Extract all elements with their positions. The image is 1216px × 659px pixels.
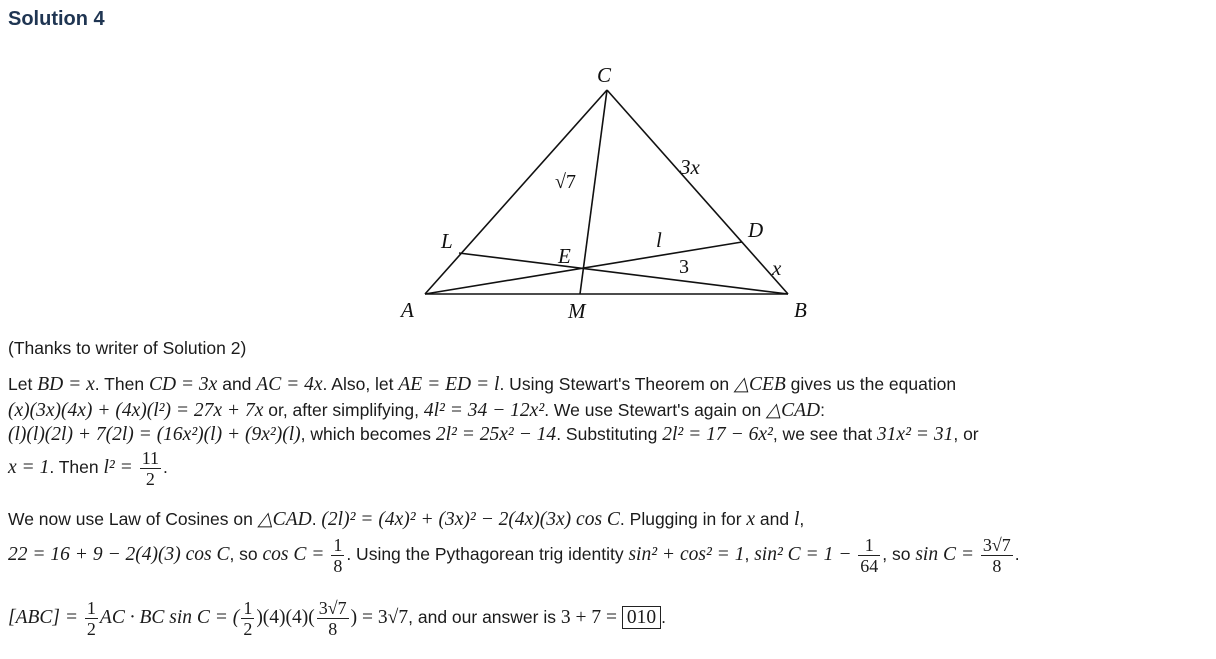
vertex-a-label: A bbox=[401, 298, 414, 322]
fraction-one-sixtyfourth: $\frac{1}{64}$ bbox=[860, 535, 879, 576]
vertex-d-label: D bbox=[748, 218, 764, 242]
vertex-c-label: C bbox=[597, 63, 612, 87]
vertex-e-label: E bbox=[558, 244, 571, 268]
segment-eb-label: 3 bbox=[679, 256, 689, 278]
solution-line-1: Let BD = x. Then CD = 3x and AC = 4x. Also, let AE = ED = l. Using Stewart's Theorem on △CEB gives us the equation bbox=[8, 374, 957, 395]
thanks-line bbox=[8, 338, 246, 359]
fraction-one-eighth: $\frac{1}{8}$ bbox=[333, 535, 343, 576]
segment-ce-label: √7 bbox=[555, 171, 576, 193]
cevian-bl bbox=[459, 253, 788, 294]
side-cb bbox=[607, 90, 788, 294]
fraction-one-half-a: $\frac{1}{2}$ bbox=[86, 598, 96, 639]
segment-cd-label: 3x bbox=[680, 155, 700, 179]
solution-line-5: We now use Law of Cosines on △CAD. (2l)² = (4x)² + (3x)² − 2(4x)(3x) cos C. Plugging in for x and l, bbox=[8, 509, 805, 530]
side-ac bbox=[425, 90, 607, 294]
segment-db-label: x bbox=[772, 256, 782, 280]
vertex-l-label: L bbox=[441, 229, 453, 253]
solution-line-3: (l)(l)(2l) + 7(2l) = (16x²)(l) + (9x²)(l), which becomes 2l² = 25x² − 14. Substituting 2l² = 17 − 6x², we see that 31x² = 31, or bbox=[8, 424, 979, 445]
cevian-cm bbox=[580, 90, 607, 294]
vertex-m-label: M bbox=[568, 299, 586, 323]
fraction-area-sin: $\frac{3√7}{8}$ bbox=[318, 598, 347, 639]
vertex-b-label: B bbox=[794, 298, 807, 322]
solution-heading: Solution 4 bbox=[8, 8, 105, 30]
solution-line-2: (x)(3x)(4x) + (4x)(l²) = 27x + 7x or, after simplifying, 4l² = 34 − 12x². We use Stewart's again on △CAD: bbox=[8, 400, 825, 421]
solution-line-7: [ABC] = $\frac{1}{2}$ AC · BC sin C = ( $\frac{1}{2}$ )(4)(4)( $\frac{3√7}{8}$ ) = 3√7, and our answer is 3 + 7 = 010 . bbox=[8, 598, 666, 639]
fraction-eleven-halves: $\frac{11}{2}$ bbox=[141, 448, 160, 489]
solution-line-4: x = 1. Then l² = $\frac{11}{2}$ . bbox=[8, 448, 168, 489]
segment-ed-label: l bbox=[656, 228, 662, 252]
fraction-sin-c: $\frac{3√7}{8}$ bbox=[982, 535, 1011, 576]
thanks-text: (Thanks to writer of Solution 2) bbox=[8, 338, 247, 358]
solution-line-6: 22 = 16 + 9 − 2(4)(3) cos C, so cos C = $\frac{1}{8}$ . Using the Pythagorean trig identity sin² + cos² = 1, sin² C = 1 − $\frac{1}{64}$ , so sin C = $\frac{3√7}{8}$ . bbox=[8, 535, 1020, 576]
answer-box: 010 bbox=[622, 606, 661, 629]
fraction-one-half-b: $\frac{1}{2}$ bbox=[243, 598, 253, 639]
